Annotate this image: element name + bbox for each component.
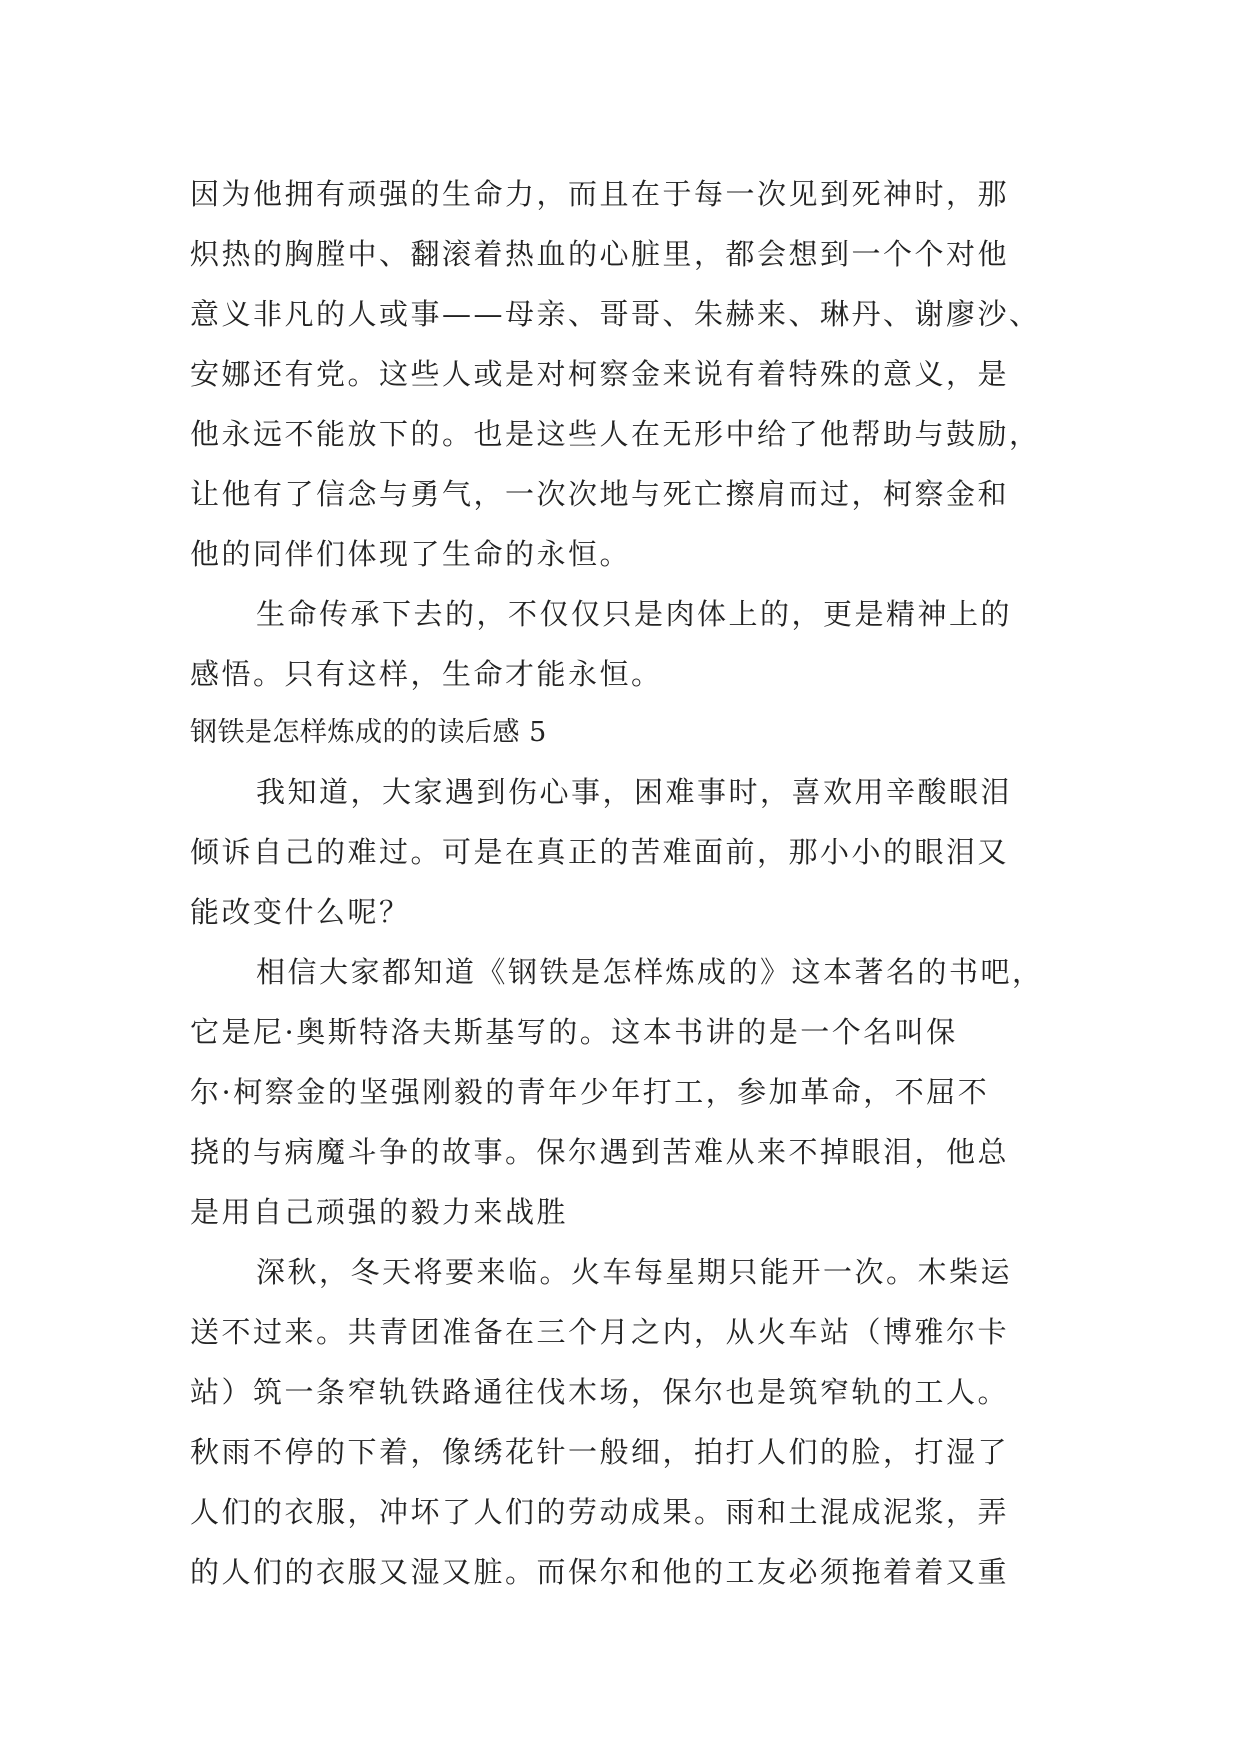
text-line: 挠的与病魔斗争的故事。保尔遇到苦难从来不掉眼泪，他总 <box>190 1135 1010 1169</box>
text-line: 生命传承下去的，不仅仅只是肉体上的，更是精神上的 <box>256 597 1013 631</box>
text-line: 让他有了信念与勇气，一次次地与死亡擦肩而过，柯察金和 <box>190 477 1010 511</box>
document-body <box>190 164 1060 1602</box>
text-line: 站）筑一条窄轨铁路通往伐木场，保尔也是筑窄轨的工人。 <box>190 1375 1010 1409</box>
text-line: 我知道，大家遇到伤心事，困难事时，喜欢用辛酸眼泪 <box>256 775 1013 809</box>
text-line: 能改变什么呢？ <box>190 895 411 929</box>
text-line: 尔·柯察金的坚强刚毅的青年少年打工，参加革命，不屈不 <box>190 1075 990 1109</box>
text-line: 他的同伴们体现了生命的永恒。 <box>190 537 632 571</box>
section-heading: 钢铁是怎样炼成的的读后感 5 <box>190 717 547 748</box>
text-line: 安娜还有党。这些人或是对柯察金来说有着特殊的意义，是 <box>190 357 1010 391</box>
text-line: 因为他拥有顽强的生命力，而且在于每一次见到死神时，那 <box>190 177 1010 211</box>
text-line: 秋雨不停的下着，像绣花针一般细，拍打人们的脸，打湿了 <box>190 1435 1010 1469</box>
text-line: 它是尼·奥斯特洛夫斯基写的。这本书讲的是一个名叫保 <box>190 1015 958 1049</box>
text-line: 送不过来。共青团准备在三个月之内，从火车站（博雅尔卡 <box>190 1315 1010 1349</box>
text-line: 相信大家都知道《钢铁是怎样炼成的》这本著名的书吧， <box>256 955 1044 989</box>
text-line: 感悟。只有这样，生命才能永恒。 <box>190 657 663 691</box>
text-line: 意义非凡的人或事——母亲、哥哥、朱赫来、琳丹、谢廖沙、 <box>190 297 1041 331</box>
text-line: 的人们的衣服又湿又脏。而保尔和他的工友必须拖着着又重 <box>190 1555 1010 1589</box>
text-line: 倾诉自己的难过。可是在真正的苦难面前，那小小的眼泪又 <box>190 835 1010 869</box>
text-line: 人们的衣服，冲坏了人们的劳动成果。雨和土混成泥浆，弄 <box>190 1495 1010 1529</box>
text-line: 是用自己顽强的毅力来战胜 <box>190 1195 569 1229</box>
text-line: 炽热的胸膛中、翻滚着热血的心脏里，都会想到一个个对他 <box>190 237 1010 271</box>
text-line: 他永远不能放下的。也是这些人在无形中给了他帮助与鼓励， <box>190 417 1041 451</box>
text-line: 深秋，冬天将要来临。火车每星期只能开一次。木柴运 <box>256 1255 1013 1289</box>
